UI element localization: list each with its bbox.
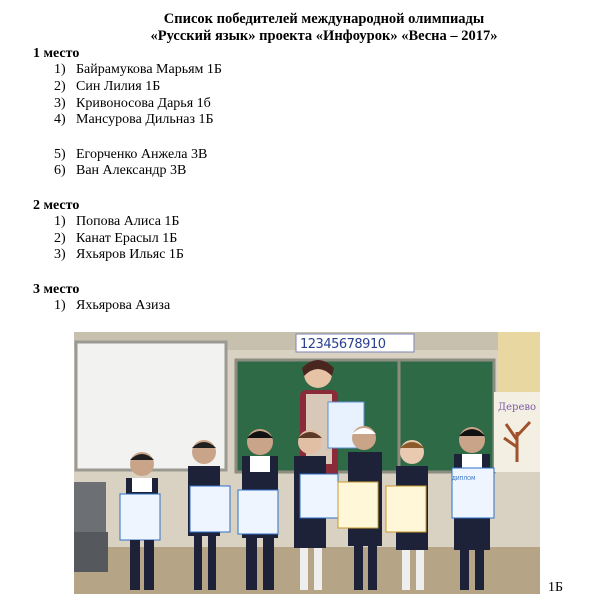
photo-caption: 1Б: [548, 580, 564, 595]
list-item: 4) Мансурова Дильназ 1Б: [54, 112, 214, 127]
list-item: 2) Канат Ерасыл 1Б: [54, 231, 178, 246]
class-photo-illustration: [74, 332, 540, 594]
list-item: 6) Ван Александр 3В: [54, 163, 187, 178]
document-title: [0, 11, 608, 45]
list-item: 5) Егорченко Анжела 3В: [54, 147, 208, 162]
wall-numbers: 12345678910: [300, 337, 386, 352]
tree-label: Дерево: [498, 402, 537, 413]
class-photo: [74, 332, 540, 594]
list-item: 3) Яхьяров Ильяс 1Б: [54, 247, 184, 262]
section-heading-second-place: 2 место: [33, 198, 80, 213]
section-heading-first-place: 1 место: [33, 46, 80, 61]
list-item: 1) Байрамукова Марьям 1Б: [54, 62, 222, 77]
list-item: 1) Яхьярова Азиза: [54, 298, 171, 313]
title-line-2: «Русский язык» проекта «Инфоурок» «Весна – 2017»: [150, 28, 498, 44]
list-item: 3) Кривоносова Дарья 1б: [54, 96, 211, 111]
list-item: 2) Син Лилия 1Б: [54, 79, 161, 94]
certificate-label: ДИПЛОМ: [452, 476, 476, 482]
section-heading-third-place: 3 место: [33, 282, 80, 297]
list-item: 1) Попова Алиса 1Б: [54, 214, 180, 229]
title-line-1: Список победителей международной олимпиады: [163, 11, 485, 27]
